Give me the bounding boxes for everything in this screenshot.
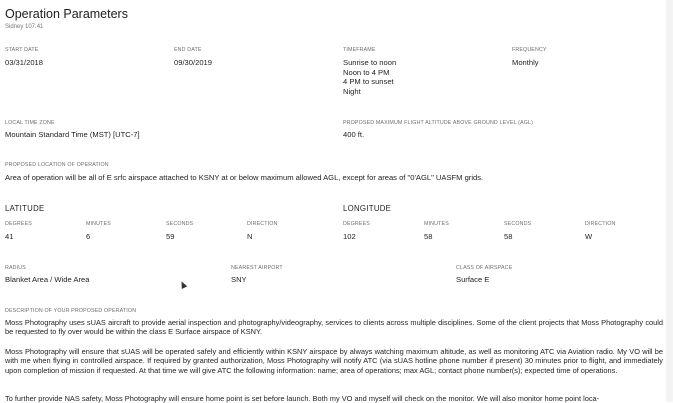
airspace-class-value: Surface E: [456, 275, 490, 284]
page-subtitle: Sidney 107.41: [5, 24, 44, 30]
altitude-label: PROPOSED MAXIMUM FLIGHT ALTITUDE ABOVE GROUND LEVEL (AGL): [343, 120, 534, 126]
time-zone-label: LOCAL TIME ZONE: [5, 120, 55, 126]
latitude-minutes-value: 6: [86, 232, 91, 241]
altitude-value: 400 ft.: [343, 130, 365, 139]
latitude-direction-value: N: [247, 232, 253, 241]
longitude-seconds-value: 58: [504, 232, 513, 241]
radius-value: Blanket Area / Wide Area: [5, 275, 90, 284]
nearest-airport-label: NEAREST AIRPORT: [231, 265, 283, 271]
time-zone-value: Mountain Standard Time (MST) [UTC-7]: [5, 130, 140, 139]
frequency-label: FREQUENCY: [512, 47, 547, 53]
scrollbar[interactable]: [666, 0, 673, 402]
mouse-cursor-icon: [179, 280, 187, 289]
longitude-minutes-label: MINUTES: [424, 221, 449, 227]
longitude-degrees-value: 102: [343, 232, 356, 241]
start-date-label: START DATE: [5, 47, 39, 53]
timeframe-item: 4 PM to sunset: [343, 77, 394, 87]
airspace-class-label: CLASS OF AIRSPACE: [456, 265, 513, 271]
description-paragraph: Moss Photography will ensure that sUAS will be operated safely and efficiently within KSNY airspace by always watching maximum altitude, as well as monitoring ATC via Aviation radio. My VO will be with me when flying in controlled airspace. If required by granted authorization, Moss Photography will notify ATC (via sUAS hotline phone number if present) 30 minutes prior to flight, and immediately upon completion of mission if requested. At that time we will give ATC the following information: name; area of operations; max AGL; contact phone number(s); expected time of operations.: [5, 347, 663, 375]
latitude-degrees-label: DEGREES: [5, 221, 32, 227]
nearest-airport-value: SNY: [231, 275, 247, 284]
description-label: DESCRIPTION OF YOUR PROPOSED OPERATION: [5, 308, 137, 314]
longitude-heading: LONGITUDE: [343, 204, 392, 213]
radius-label: RADIUS: [5, 265, 26, 271]
latitude-degrees-value: 41: [5, 232, 14, 241]
description-paragraph: Moss Photography uses sUAS aircraft to provide aerial inspection and photography/videography, services to clients across multiple disciplines. Some of the client projects that Moss Photography could be requested to fly over would be within the class E Surface airspace of KSNY.: [5, 318, 663, 337]
location-value: Area of operation will be all of E srfc airspace attached to KSNY at or below maximum allowed AGL, except for areas of "0'AGL" UASFM grids.: [5, 173, 484, 182]
longitude-direction-value: W: [585, 232, 593, 241]
longitude-minutes-value: 58: [424, 232, 433, 241]
page-title: Operation Parameters: [5, 7, 128, 21]
latitude-seconds-label: SECONDS: [166, 221, 194, 227]
description-paragraph: To further provide NAS safety, Moss Photography will ensure home point is set before launch. Both my VO and myself will check on the monitor. We will also monitor home point loca-: [5, 394, 600, 403]
timeframe-item: Sunrise to noon: [343, 58, 397, 67]
timeframe-values: [343, 58, 396, 96]
timeframe-label: TIMEFRAME: [343, 47, 376, 53]
latitude-seconds-value: 59: [166, 232, 175, 241]
latitude-minutes-label: MINUTES: [86, 221, 111, 227]
start-date-value: 03/31/2018: [5, 58, 44, 67]
location-label: PROPOSED LOCATION OF OPERATION: [5, 162, 109, 168]
end-date-label: END DATE: [174, 47, 202, 53]
frequency-value: Monthly: [512, 58, 539, 67]
end-date-value: 09/30/2019: [174, 58, 213, 67]
timeframe-item: Noon to 4 PM: [343, 67, 390, 77]
latitude-direction-label: DIRECTION: [247, 221, 278, 227]
longitude-direction-label: DIRECTION: [585, 221, 616, 227]
latitude-heading: LATITUDE: [5, 204, 45, 213]
longitude-seconds-label: SECONDS: [504, 221, 532, 227]
timeframe-item: Night: [343, 86, 361, 96]
longitude-degrees-label: DEGREES: [343, 221, 370, 227]
